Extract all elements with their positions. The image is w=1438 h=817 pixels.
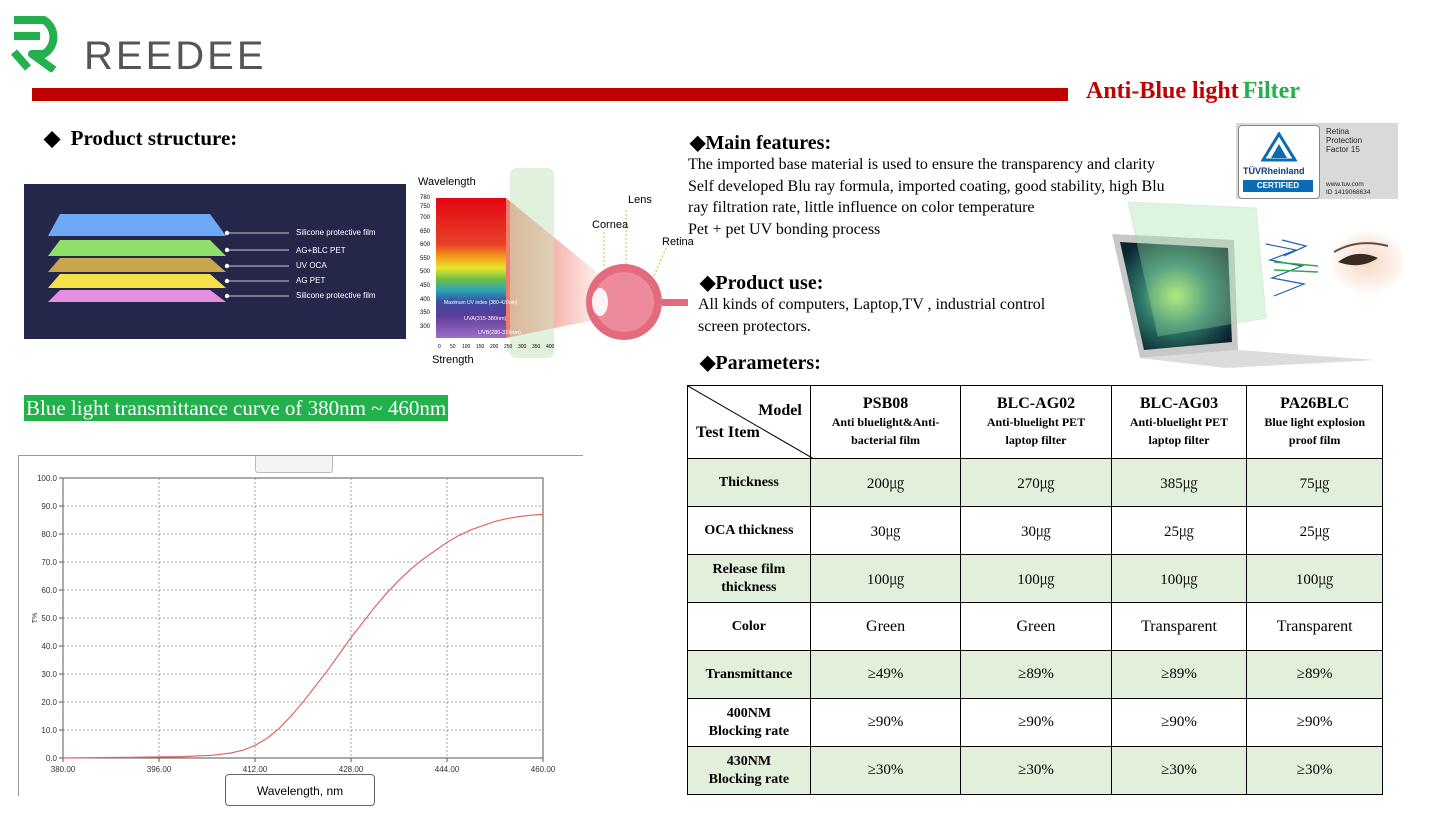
table-cell: Transparent	[1111, 603, 1247, 651]
table-row	[688, 555, 1383, 603]
table-cell: 100㎍	[810, 555, 961, 603]
cornea-label: Cornea	[592, 219, 629, 231]
spectrum-x-tick: 50	[450, 344, 456, 350]
y-tick-label: 80.0	[41, 530, 57, 539]
spectrum-y-tick: 700	[420, 215, 431, 221]
wavelength-label: Wavelength	[418, 176, 476, 188]
y-tick-label: 70.0	[41, 558, 57, 567]
model-desc: laptop filter	[1148, 433, 1210, 447]
header-rule	[32, 88, 1068, 101]
tuv-certificate	[1236, 123, 1398, 199]
structure-heading-text: Product structure:	[70, 126, 238, 150]
band-label: UVA(315-380nm)	[464, 316, 507, 322]
spectrum-y-tick: 600	[420, 242, 431, 249]
use-line: screen protectors.	[698, 317, 811, 335]
tuv-url: www.tuv.com	[1326, 181, 1364, 188]
x-axis-label-box	[225, 774, 375, 806]
table-row	[688, 651, 1383, 699]
y-tick-label: 60.0	[41, 586, 57, 595]
x-tick-label: 460.00	[530, 765, 556, 774]
x-tick-label: 396.00	[146, 765, 172, 774]
table-cell: 25㎍	[1247, 507, 1383, 555]
y-tick-label: 40.0	[41, 642, 57, 651]
diamond-bullet-icon: ◆	[700, 352, 716, 374]
structure-heading	[44, 126, 237, 151]
use-line: All kinds of computers, Laptop,TV , industrial control	[698, 296, 1046, 313]
spectrum-x-tick: 400	[546, 344, 555, 350]
parameters-table	[687, 385, 1383, 795]
spectrum-x-tick: 200	[490, 344, 499, 350]
params-heading	[700, 350, 821, 375]
table-cell: 100㎍	[961, 555, 1111, 603]
layer-label: Silicone protective film	[296, 228, 376, 237]
y-axis-label: T%	[32, 612, 39, 624]
layer-silicone-bottom	[48, 290, 226, 302]
table-cell: ≥90%	[1111, 699, 1247, 747]
table-row	[688, 747, 1383, 795]
tuv-id: ID 1419068634	[1326, 189, 1371, 196]
table-cell: 100㎍	[1247, 555, 1383, 603]
table-cell: 25㎍	[1111, 507, 1247, 555]
spectrum-y-tick: 780	[420, 195, 431, 201]
use-text	[698, 294, 1118, 337]
table-cell: 200㎍	[810, 459, 961, 507]
table-cell: ≥30%	[1111, 747, 1247, 795]
table-cell: 100㎍	[1111, 555, 1247, 603]
spectrum-y-tick: 400	[420, 296, 431, 303]
table-cell: ≥89%	[961, 651, 1111, 699]
table-cell: ≥89%	[1111, 651, 1247, 699]
feature-line: ray filtration rate, little influence on color temperature	[688, 199, 1035, 216]
model-desc: laptop filter	[1005, 433, 1067, 447]
chart-tab	[255, 456, 333, 473]
retina-label: Retina	[662, 236, 694, 248]
transmittance-chart-svg	[19, 456, 583, 796]
table-cell: ≥89%	[1247, 651, 1383, 699]
y-tick-label: 20.0	[41, 698, 57, 707]
brand-name: REEDEE	[84, 34, 267, 78]
tuv-brand: TÜVRheinland	[1243, 166, 1305, 176]
y-tick-label: 50.0	[41, 614, 57, 623]
layer-label: Silicone protective film	[296, 291, 376, 300]
spectrum-x-tick: 100	[462, 344, 471, 350]
spectrum-y-tick: 500	[420, 269, 431, 276]
corner-item: Test Item	[696, 424, 760, 441]
diamond-bullet-icon: ◆	[44, 126, 61, 150]
spectrum-x-tick: 0	[438, 344, 441, 350]
table-row	[688, 699, 1383, 747]
band-label: Maximum UV index (380-420nm)	[444, 300, 518, 306]
table-cell: Green	[810, 603, 961, 651]
model-desc: Blue light explosion	[1264, 415, 1365, 429]
structure-diagram	[24, 184, 406, 339]
model-desc: Anti-bluelight PET	[986, 415, 1086, 429]
strength-label: Strength	[432, 354, 474, 366]
x-tick-label: 444.00	[434, 765, 460, 774]
layer-uv-oca	[48, 258, 226, 272]
x-tick-label: 428.00	[338, 765, 364, 774]
x-axis-label: Wavelength, nm	[256, 784, 344, 798]
eye-lens	[592, 288, 608, 316]
tuv-line: Retina	[1326, 127, 1350, 136]
layer-ag-blc-pet	[48, 240, 226, 256]
table-cell: ≥90%	[810, 699, 961, 747]
y-tick-label: 90.0	[41, 502, 57, 511]
tuv-text	[1326, 127, 1362, 154]
spectrum-x-tick: 150	[476, 344, 485, 350]
corner-model: Model	[758, 402, 802, 419]
model-desc: bacterial film	[851, 433, 921, 447]
transmittance-series-line	[63, 514, 543, 758]
feature-line: Self developed Blu ray formula, imported coating, good stability, high Blu	[688, 177, 1165, 195]
model-header	[1247, 386, 1383, 459]
spectrum-x-tick: 300	[518, 344, 527, 350]
table-cell: 385㎍	[1111, 459, 1247, 507]
spectrum-eye-illustration	[414, 168, 694, 368]
laptop-filter-illustration	[1106, 200, 1402, 370]
layer-label: AG+BLC PET	[296, 246, 346, 255]
features-heading-text: Main features:	[705, 132, 832, 154]
y-tick-label: 100.0	[36, 474, 57, 483]
use-heading	[700, 270, 823, 295]
table-cell: ≥90%	[961, 699, 1111, 747]
model-name: BLC-AG03	[1139, 395, 1219, 412]
brand-logo-icon	[10, 14, 74, 72]
use-heading-text: Product use:	[715, 272, 824, 294]
params-heading-text: Parameters:	[715, 352, 821, 374]
tuv-certified-badge: CERTIFIED	[1243, 180, 1313, 192]
model-desc: Anti-bluelight PET	[1129, 415, 1229, 429]
model-header	[961, 386, 1111, 459]
x-tick-label: 412.00	[242, 765, 268, 774]
table-cell: 30㎍	[810, 507, 961, 555]
spectrum-x-tick: 350	[532, 344, 541, 350]
feature-line: The imported base material is used to ensure the transparency and clarity	[688, 156, 1155, 173]
x-tick-label: 380.00	[50, 765, 76, 774]
row-label: OCA thickness	[688, 507, 811, 555]
table-row	[688, 507, 1383, 555]
row-label: Thickness	[688, 459, 811, 507]
title-red-part: Anti-Blue light	[1086, 78, 1239, 104]
spectrum-y-tick: 300	[420, 323, 431, 330]
table-cell: ≥30%	[1247, 747, 1383, 795]
layer-silicone-top	[48, 214, 226, 236]
row-label: 430NM Blocking rate	[688, 747, 811, 795]
band-label: UVB(280-315nm)	[478, 330, 521, 336]
transmittance-chart	[18, 455, 583, 796]
tuv-badge	[1238, 125, 1320, 199]
row-label: Color	[688, 603, 811, 651]
row-label: Transmittance	[688, 651, 811, 699]
curve-banner: Blue light transmittance curve of 380nm ~ 460nm	[26, 396, 447, 420]
table-cell: ≥30%	[961, 747, 1111, 795]
tuv-triangle-icon	[1261, 132, 1297, 162]
spectrum-y-tick: 450	[420, 282, 431, 289]
table-cell: ≥90%	[1247, 699, 1383, 747]
spectrum-y-tick: 750	[420, 204, 431, 210]
table-header-row	[688, 386, 1383, 459]
y-tick-label: 30.0	[41, 670, 57, 679]
layer-ag-pet	[48, 274, 226, 288]
tuv-foot	[1326, 181, 1370, 197]
y-tick-label: 10.0	[41, 726, 57, 735]
table-cell: ≥49%	[810, 651, 961, 699]
row-label: 400NM Blocking rate	[688, 699, 811, 747]
model-header	[810, 386, 961, 459]
table-cell: Transparent	[1247, 603, 1383, 651]
y-tick-label: 0.0	[45, 754, 57, 763]
table-cell: ≥30%	[810, 747, 961, 795]
layer-label: AG PET	[296, 276, 326, 285]
lens-label: Lens	[628, 194, 652, 206]
spectrum-y-ticks	[420, 194, 430, 334]
table-cell: Green	[961, 603, 1111, 651]
tuv-line: Protection	[1326, 136, 1363, 145]
diamond-bullet-icon: ◆	[700, 272, 716, 294]
spectrum-y-tick: 350	[420, 310, 431, 317]
model-desc: proof film	[1288, 433, 1341, 447]
table-cell: 75㎍	[1247, 459, 1383, 507]
diamond-bullet-icon: ◆	[690, 132, 706, 154]
table-cell: 270㎍	[961, 459, 1111, 507]
features-heading	[690, 130, 831, 155]
table-row	[688, 603, 1383, 651]
model-name: PSB08	[862, 395, 909, 412]
spectrum-x-tick: 250	[504, 344, 513, 350]
row-label: Release film thickness	[688, 555, 811, 603]
layer-label: UV OCA	[296, 261, 327, 270]
spectrum-y-tick: 550	[420, 255, 431, 262]
spectrum-y-tick: 650	[420, 228, 431, 235]
model-header	[1111, 386, 1247, 459]
model-name: BLC-AG02	[996, 395, 1076, 412]
model-desc: Anti bluelight&Anti-	[831, 415, 940, 429]
corner-cell	[688, 386, 811, 459]
table-cell: 30㎍	[961, 507, 1111, 555]
tuv-line: Factor 15	[1326, 145, 1360, 154]
table-row	[688, 459, 1383, 507]
model-name: PA26BLC	[1280, 395, 1350, 412]
title-green-part: Filter	[1242, 78, 1300, 104]
feature-line: Pet + pet UV bonding process	[688, 220, 881, 238]
page-title	[1086, 78, 1300, 105]
